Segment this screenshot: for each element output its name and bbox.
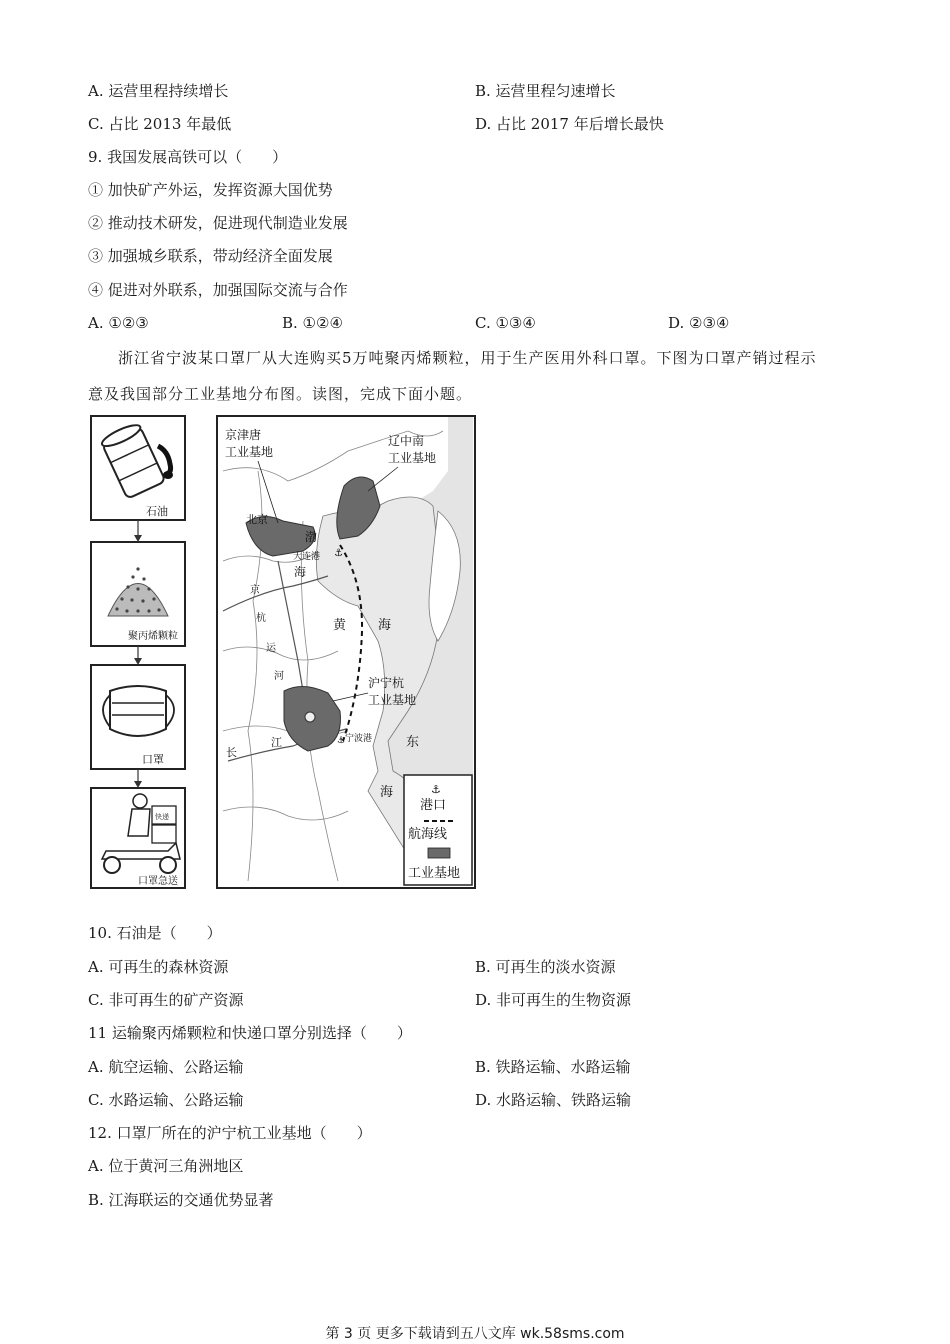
label-huang: 黄 [333,618,347,633]
label-huang-hai: 海 [378,618,392,633]
q10-stem: 10. 石油是（ ） [88,924,222,942]
q10-option-a: A. 可再生的森林资源 [88,958,229,976]
q8-option-b: B. 运营里程匀速增长 [475,82,616,100]
label-jjt-1: 京津唐 [225,428,262,442]
legend-port-icon: ⚓ [431,783,441,796]
q10-option-d: D. 非可再生的生物资源 [475,991,632,1009]
q10-option-b: B. 可再生的淡水资源 [475,958,616,976]
q11-option-b: B. 铁路运输、水路运输 [475,1058,631,1076]
q11-option-d: D. 水路运输、铁路运输 [475,1091,632,1109]
q12-option-b: B. 江海联运的交通优势显著 [88,1191,274,1209]
label-dalian: 大连港 [293,552,321,562]
label-jiang: 江 [271,736,282,749]
q8-option-c: C. 占比 2013 年最低 [88,115,232,133]
label-dong-hai: 海 [380,785,394,800]
industrial-base-map [217,416,475,888]
q12-stem: 12. 口罩厂所在的沪宁杭工业基地（ ） [88,1124,372,1142]
label-bo: 渤 [305,530,318,544]
label-canal-2: 杭 [256,613,266,624]
q8-option-d: D. 占比 2017 年后增长最快 [475,115,664,133]
intro-line-2: 意及我国部分工业基地分布图。读图，完成下面小题。 [88,385,473,403]
label-chang: 长 [226,746,237,759]
q9-statement-3: ③ 加强城乡联系，带动经济全面发展 [88,247,333,265]
legend-port: 港口 [420,798,447,813]
box-label: 快递 [155,813,169,821]
q9-stem: 9. 我国发展高铁可以（ ） [88,148,288,166]
q12-option-a: A. 位于黄河三角洲地区 [88,1157,244,1175]
q9-option-a: A. ①②③ [88,314,149,332]
dalian-port-icon: ⚓ [334,548,343,559]
label-ningbo: 宁波港 [345,734,373,744]
q9-option-c: C. ①③④ [475,314,536,332]
q8-option-a: A. 运营里程持续增长 [88,82,229,100]
label-jjt-2: 工业基地 [225,445,274,459]
label-lzn-2: 工业基地 [388,451,437,465]
label-lzn-1: 辽中南 [388,434,425,448]
q9-option-b: B. ①②④ [282,314,343,332]
q9-statement-2: ② 推动技术研发，促进现代制造业发展 [88,214,348,232]
label-bo-hai: 海 [294,565,307,579]
label-canal-4: 河 [274,671,284,682]
flow-chart [91,416,185,888]
q11-stem: 11 运输聚丙烯颗粒和快递口罩分别选择（ ） [88,1024,412,1042]
q9-statement-1: ① 加快矿产外运，发挥资源大国优势 [88,181,333,199]
q10-option-c: C. 非可再生的矿产资源 [88,991,244,1009]
q11-option-a: A. 航空运输、公路运输 [88,1058,244,1076]
page-footer: 第 3 页 更多下载请到五八文库 wk.58sms.com [325,1326,625,1342]
flow-label-oil: 石油 [146,505,168,518]
legend-base: 工业基地 [408,866,461,881]
label-canal-3: 运 [266,643,276,654]
label-hnh-1: 沪宁杭 [368,676,405,690]
intro-line-1: 浙江省宁波某口罩厂从大连购买5万吨聚丙烯颗粒，用于生产医用外科口罩。下图为口罩产销过程示 [118,349,817,367]
label-beijing: 北京 [246,513,268,526]
q9-statement-4: ④ 促进对外联系，加强国际交流与合作 [88,281,348,299]
label-dong: 东 [406,735,420,750]
mask-production-figure [88,411,478,891]
flow-label-pellets: 聚丙烯颗粒 [128,631,178,642]
label-hnh-2: 工业基地 [368,693,417,707]
flow-label-mask: 口罩 [142,753,164,766]
ningbo-port-icon: ⚓ [337,736,346,746]
legend-route: 航海线 [408,827,448,842]
flow-label-delivery: 口罩急送 [138,876,178,887]
mask-icon [103,686,174,736]
map-legend [404,775,472,885]
q11-option-c: C. 水路运输、公路运输 [88,1091,244,1109]
q9-option-d: D. ②③④ [668,314,730,332]
label-canal-1: 京 [250,585,260,596]
